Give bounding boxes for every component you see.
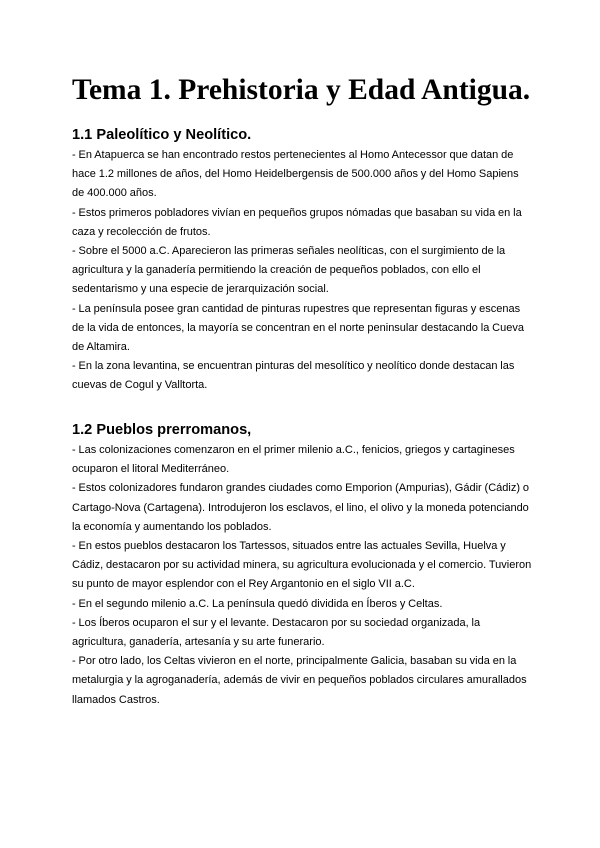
section-heading: 1.2 Pueblos prerromanos, bbox=[72, 422, 252, 438]
paragraph: - En el segundo milenio a.C. La península quedó dividida en Íberos y Celtas. bbox=[72, 597, 443, 610]
section-heading: 1.1 Paleolítico y Neolítico. bbox=[72, 127, 252, 143]
paragraph: - Las colonizaciones comenzaron en el primer milenio a.C., fenicios, griegos y cartagineses ocuparon el litoral Mediterráneo. bbox=[72, 444, 515, 476]
section-paleolitico-neolitico bbox=[72, 126, 532, 396]
paragraph: - La península posee gran cantidad de pinturas rupestres que representan figuras y escenas de la vida de entonces, la mayoría se concentran en el norte peninsular destacando la Cueva de Altamira. bbox=[72, 302, 524, 354]
paragraph: - Estos colonizadores fundaron grandes ciudades como Emporion (Ampurias), Gádir (Cádiz) o Cartago-Nova (Cartagena). Introdujeron los esclavos, el lino, el olivo y la moneda potenciando la economía y aumentando los poblados. bbox=[72, 482, 529, 533]
paragraph: - Sobre el 5000 a.C. Aparecieron las primeras señales neolíticas, con el surgimiento de la agricultura y la ganadería permitiendo la creación de pequeños poblados, con ello el sedentarismo y una especie de jerarquización social. bbox=[72, 245, 506, 296]
paragraph: - En estos pueblos destacaron los Tartessos, situados entre las actuales Sevilla, Huelva y Cádiz, destacaron por su actividad minera, su agricultura evolucionada y el comercio. Tuvieron su punto de mayor esplendor con el Rey Argantonio en el siglo VII a.C. bbox=[72, 540, 532, 591]
paragraph: - En Atapuerca se han encontrado restos pertenecientes al Homo Antecessor que datan de hace 1.2 millones de años, del Homo Heidelbergensis de 500.000 años y del Homo Sapiens de 400.000 años. bbox=[72, 149, 519, 200]
paragraph: - Los Íberos ocuparon el sur y el levante. Destacaron por su sociedad organizada, la agricultura, ganadería, artesanía y su arte funerario. bbox=[72, 616, 481, 649]
document-title: Tema 1. Prehistoria y Edad Antigua. bbox=[72, 74, 531, 106]
paragraph: - En la zona levantina, se encuentran pinturas del mesolítico y neolítico donde destacan las cuevas de Cogul y Valltorta. bbox=[72, 360, 515, 392]
section-pueblos-prerromanos bbox=[72, 421, 532, 710]
paragraph: - Estos primeros pobladores vivían en pequeños grupos nómadas que basaban su vida en la caza y recolección de frutos. bbox=[72, 206, 522, 238]
paragraph: - Por otro lado, los Celtas vivieron en el norte, principalmente Galicia, basaban su vida en la metalurgia y la agroganadería, además de vivir en pequeños poblados circulares amurallados llamados Castros. bbox=[72, 655, 527, 706]
